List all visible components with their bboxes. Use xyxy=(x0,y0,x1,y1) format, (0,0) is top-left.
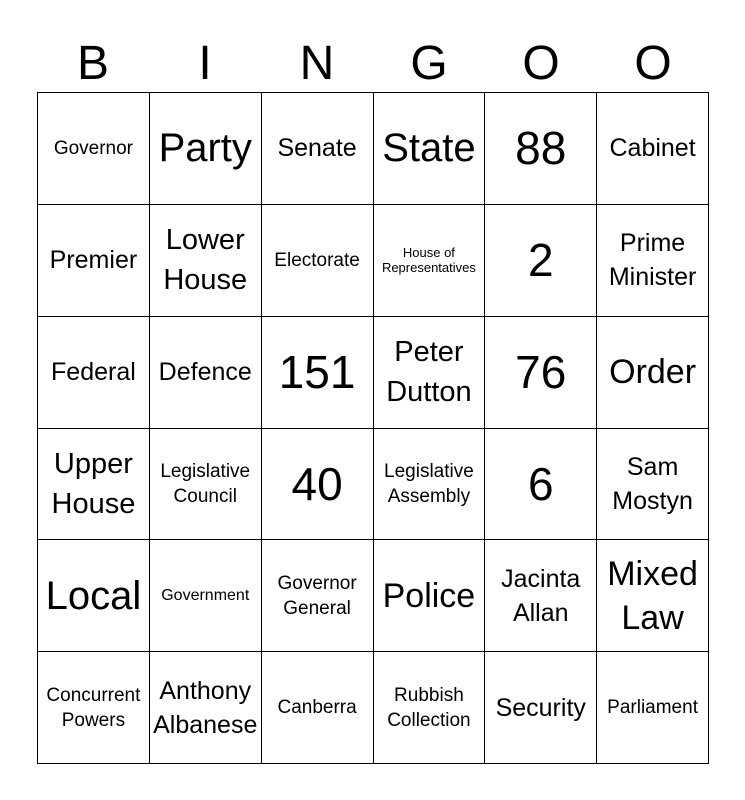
cell-text: House of Representatives xyxy=(381,245,476,276)
cell-text: Lower House xyxy=(163,224,248,297)
bingo-cell[interactable] xyxy=(374,93,486,205)
cell-text: Party xyxy=(158,126,252,171)
bingo-cell[interactable] xyxy=(38,652,150,764)
cell-text: Rubbish Collection xyxy=(387,684,471,731)
cell-text: Electorate xyxy=(274,249,360,271)
bingo-cell[interactable] xyxy=(38,429,150,541)
cell-text: Peter Dutton xyxy=(386,336,472,409)
bingo-cell[interactable] xyxy=(374,540,486,652)
cell-text: Mixed Law xyxy=(607,554,698,637)
cell-text: Anthony Albanese xyxy=(153,676,258,739)
cell-text: Premier xyxy=(49,246,138,275)
bingo-cell[interactable] xyxy=(38,540,150,652)
bingo-cell[interactable] xyxy=(38,93,150,205)
cell-text: Senate xyxy=(277,134,357,163)
cell-text: Security xyxy=(495,693,586,722)
bingo-cell[interactable] xyxy=(485,93,597,205)
cell-text: Order xyxy=(609,353,697,392)
bingo-cell[interactable] xyxy=(597,540,709,652)
cell-text: 40 xyxy=(291,457,343,510)
cell-text: Federal xyxy=(51,358,136,387)
cell-text: 88 xyxy=(515,122,567,175)
bingo-cell[interactable] xyxy=(597,317,709,429)
cell-text: 151 xyxy=(278,346,356,399)
cell-text: Defence xyxy=(158,358,252,387)
cell-text: 76 xyxy=(515,346,567,399)
bingo-cell[interactable] xyxy=(597,429,709,541)
bingo-cell[interactable] xyxy=(38,317,150,429)
bingo-cell[interactable] xyxy=(597,93,709,205)
bingo-cell[interactable] xyxy=(262,429,374,541)
cell-text: Legislative Council xyxy=(160,460,251,507)
bingo-cell[interactable] xyxy=(262,540,374,652)
bingo-cell[interactable] xyxy=(262,317,374,429)
bingo-cell[interactable] xyxy=(485,429,597,541)
header-letter-n: N xyxy=(299,37,335,90)
bingo-cell[interactable] xyxy=(374,205,486,317)
bingo-cell[interactable] xyxy=(597,205,709,317)
header-letter-i: I xyxy=(198,37,212,90)
bingo-cell[interactable] xyxy=(262,205,374,317)
bingo-grid xyxy=(37,92,709,764)
bingo-cell[interactable] xyxy=(485,540,597,652)
bingo-cell[interactable] xyxy=(374,317,486,429)
cell-text: Police xyxy=(382,576,476,615)
bingo-cell[interactable] xyxy=(262,652,374,764)
cell-text: Canberra xyxy=(277,697,357,719)
cell-text: Local xyxy=(45,573,142,618)
header-letter-o: O xyxy=(522,37,560,90)
bingo-cell[interactable] xyxy=(262,93,374,205)
bingo-cell[interactable] xyxy=(150,652,262,764)
cell-text: Cabinet xyxy=(609,134,696,163)
bingo-cell[interactable] xyxy=(38,205,150,317)
bingo-cell[interactable] xyxy=(374,429,486,541)
bingo-cell[interactable] xyxy=(485,317,597,429)
cell-text: Governor General xyxy=(277,572,357,619)
bingo-cell[interactable] xyxy=(485,652,597,764)
cell-text: 6 xyxy=(527,457,554,510)
bingo-cell[interactable] xyxy=(485,205,597,317)
bingo-cell[interactable] xyxy=(597,652,709,764)
cell-text: Concurrent Powers xyxy=(46,684,141,731)
bingo-cell[interactable] xyxy=(150,93,262,205)
header-letter-o-2: O xyxy=(634,37,672,90)
header-letter-g: G xyxy=(410,37,448,90)
cell-text: Jacinta Allan xyxy=(501,564,581,627)
cell-text: Sam Mostyn xyxy=(612,452,693,515)
cell-text: Prime Minister xyxy=(608,229,697,292)
header-letter-b: B xyxy=(76,37,109,90)
cell-text: Upper House xyxy=(51,447,136,520)
cell-text: Government xyxy=(161,586,250,604)
bingo-cell[interactable] xyxy=(150,317,262,429)
bingo-cell[interactable] xyxy=(150,429,262,541)
bingo-cell[interactable] xyxy=(150,540,262,652)
cell-text: Parliament xyxy=(607,697,698,719)
cell-text: Governor xyxy=(53,137,134,159)
cell-text: State xyxy=(382,126,476,171)
bingo-cell[interactable] xyxy=(374,652,486,764)
bingo-header xyxy=(37,36,709,92)
bingo-cell[interactable] xyxy=(150,205,262,317)
cell-text: Legislative Assembly xyxy=(384,460,474,507)
cell-text: 2 xyxy=(527,234,554,287)
